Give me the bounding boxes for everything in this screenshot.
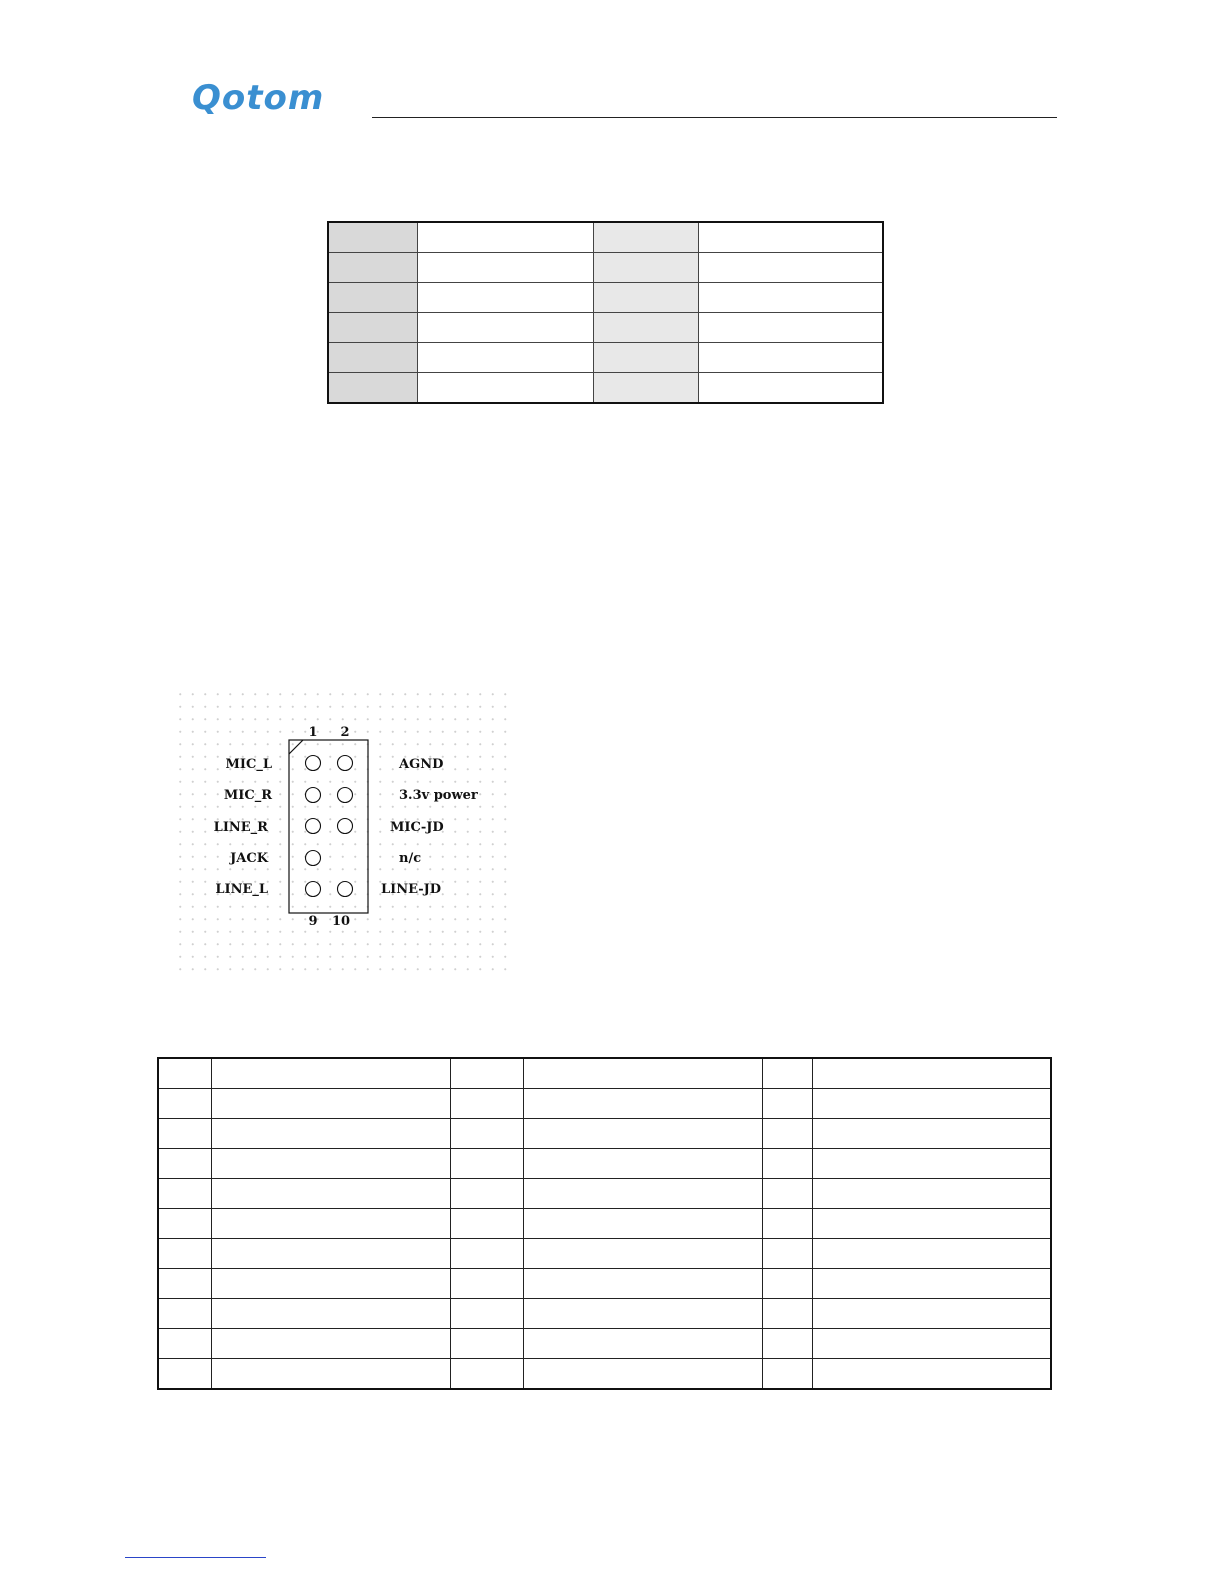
table-cell xyxy=(813,1149,1052,1179)
table-cell xyxy=(763,1149,813,1179)
table-cell xyxy=(451,1269,524,1299)
table-cell xyxy=(158,1359,212,1390)
table-cell xyxy=(451,1299,524,1329)
table-cell xyxy=(158,1179,212,1209)
table-cell xyxy=(524,1089,763,1119)
table-cell xyxy=(158,1209,212,1239)
table-cell xyxy=(594,283,699,313)
table-cell xyxy=(763,1359,813,1390)
table-cell xyxy=(212,1119,451,1149)
table-cell xyxy=(524,1299,763,1329)
table-cell xyxy=(813,1359,1052,1390)
table-cell xyxy=(158,1089,212,1119)
table-cell xyxy=(763,1089,813,1119)
signal-label-left: MIC_R xyxy=(223,788,272,803)
table-cell xyxy=(594,222,699,253)
table-cell xyxy=(813,1058,1052,1089)
table-cell xyxy=(158,1299,212,1329)
top-spec-table xyxy=(327,221,884,404)
table-cell xyxy=(813,1329,1052,1359)
table-cell xyxy=(763,1209,813,1239)
table-cell xyxy=(699,373,884,404)
table-cell xyxy=(418,283,594,313)
table-row xyxy=(328,283,883,313)
table-cell xyxy=(451,1149,524,1179)
table-cell xyxy=(763,1058,813,1089)
pin-number-1: 1 xyxy=(308,725,318,740)
table-cell xyxy=(212,1149,451,1179)
signal-label-left: JACK xyxy=(230,851,268,866)
table-cell xyxy=(418,222,594,253)
table-cell xyxy=(418,373,594,404)
table-row xyxy=(158,1299,1051,1329)
table-cell xyxy=(212,1089,451,1119)
signal-label-right: AGND xyxy=(399,757,444,772)
signal-label-left: LINE_R xyxy=(213,820,268,835)
table-cell xyxy=(451,1209,524,1239)
table-cell xyxy=(451,1089,524,1119)
table-cell xyxy=(451,1359,524,1390)
table-cell xyxy=(524,1209,763,1239)
table-row xyxy=(158,1119,1051,1149)
pin-7 xyxy=(306,851,321,866)
pin-number-10: 10 xyxy=(331,914,351,929)
table-cell xyxy=(524,1359,763,1390)
table-row xyxy=(158,1058,1051,1089)
table-row xyxy=(158,1269,1051,1299)
table-cell xyxy=(524,1239,763,1269)
table-cell xyxy=(524,1119,763,1149)
table-cell xyxy=(524,1179,763,1209)
pin1-marker xyxy=(289,740,303,754)
table-cell xyxy=(451,1329,524,1359)
table-row xyxy=(328,253,883,283)
table-cell xyxy=(212,1058,451,1089)
table-cell xyxy=(763,1329,813,1359)
table-cell xyxy=(418,313,594,343)
signal-label-right: 3.3v power xyxy=(399,788,478,803)
table-cell xyxy=(763,1269,813,1299)
table-cell xyxy=(813,1239,1052,1269)
table-cell xyxy=(158,1058,212,1089)
table-cell xyxy=(328,222,418,253)
footer-link[interactable] xyxy=(125,1557,266,1558)
pin-number-2: 2 xyxy=(340,725,350,740)
table-cell xyxy=(212,1329,451,1359)
table-cell xyxy=(158,1239,212,1269)
table-cell xyxy=(212,1179,451,1209)
qotom-logo: Qotom xyxy=(192,78,325,118)
pin-10 xyxy=(338,882,353,897)
table-cell xyxy=(328,253,418,283)
table-cell xyxy=(763,1299,813,1329)
header-rule xyxy=(372,117,1057,118)
pin-definition-table xyxy=(157,1057,1052,1390)
table-row xyxy=(158,1329,1051,1359)
table-cell xyxy=(451,1119,524,1149)
table-cell xyxy=(524,1269,763,1299)
table-row xyxy=(158,1359,1051,1390)
table-cell xyxy=(594,253,699,283)
table-cell xyxy=(328,373,418,404)
table-cell xyxy=(813,1269,1052,1299)
table-cell xyxy=(594,313,699,343)
table-cell xyxy=(158,1119,212,1149)
table-row xyxy=(328,343,883,373)
table-cell xyxy=(212,1209,451,1239)
table-cell xyxy=(328,283,418,313)
pin-5 xyxy=(306,819,321,834)
pin-3 xyxy=(306,788,321,803)
table-cell xyxy=(699,283,884,313)
table-row xyxy=(328,222,883,253)
table-row xyxy=(158,1179,1051,1209)
table-cell xyxy=(813,1209,1052,1239)
table-cell xyxy=(813,1299,1052,1329)
table-cell xyxy=(699,253,884,283)
table-cell xyxy=(763,1239,813,1269)
table-row xyxy=(158,1209,1051,1239)
table-cell xyxy=(524,1329,763,1359)
signal-label-right: MIC-JD xyxy=(390,820,444,835)
table-cell xyxy=(212,1239,451,1269)
signal-label-right: LINE-JD xyxy=(381,882,442,897)
table-row xyxy=(158,1149,1051,1179)
pin-number-9: 9 xyxy=(308,914,318,929)
table-row xyxy=(158,1239,1051,1269)
signal-label-left: LINE_L xyxy=(215,882,268,897)
table-cell xyxy=(524,1149,763,1179)
pin-4 xyxy=(338,788,353,803)
table-cell xyxy=(813,1179,1052,1209)
table-cell xyxy=(212,1299,451,1329)
pin-2 xyxy=(338,756,353,771)
table-cell xyxy=(328,343,418,373)
table-cell xyxy=(699,343,884,373)
table-cell xyxy=(328,313,418,343)
table-row xyxy=(328,373,883,404)
table-cell xyxy=(451,1239,524,1269)
table-cell xyxy=(699,313,884,343)
table-row xyxy=(328,313,883,343)
table-cell xyxy=(699,222,884,253)
pin-6 xyxy=(338,819,353,834)
table-cell xyxy=(451,1179,524,1209)
table-cell xyxy=(813,1119,1052,1149)
table-cell xyxy=(813,1089,1052,1119)
table-cell xyxy=(158,1149,212,1179)
table-cell xyxy=(418,253,594,283)
table-row xyxy=(158,1089,1051,1119)
audio-header-diagram xyxy=(174,688,514,980)
pin-9 xyxy=(306,882,321,897)
table-cell xyxy=(158,1269,212,1299)
table-cell xyxy=(763,1179,813,1209)
table-cell xyxy=(594,343,699,373)
table-cell xyxy=(418,343,594,373)
table-cell xyxy=(524,1058,763,1089)
table-cell xyxy=(451,1058,524,1089)
table-cell xyxy=(158,1329,212,1359)
pin-1 xyxy=(306,756,321,771)
table-cell xyxy=(212,1269,451,1299)
table-cell xyxy=(763,1119,813,1149)
connector-housing xyxy=(289,740,368,913)
signal-label-left: MIC_L xyxy=(225,757,272,772)
table-cell xyxy=(594,373,699,404)
table-cell xyxy=(212,1359,451,1390)
signal-label-right: n/c xyxy=(399,851,422,866)
